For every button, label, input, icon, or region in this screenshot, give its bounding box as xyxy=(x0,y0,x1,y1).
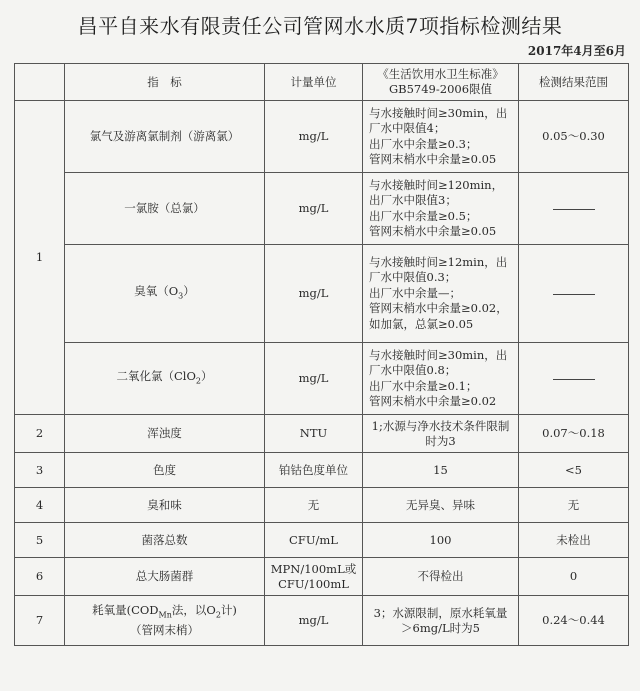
indicator-name xyxy=(65,596,265,646)
limit-cell xyxy=(363,343,519,415)
indicator-name-line xyxy=(65,603,264,622)
header-standard-code: GB5749-2006限值 xyxy=(388,82,493,96)
name-part: 法，以O xyxy=(171,603,216,618)
indicator-name: 氯气及游离氯制剂（游离氯） xyxy=(65,101,265,173)
dash-mark xyxy=(553,379,595,380)
limit-cell xyxy=(363,101,519,173)
unit-cell: mg/L xyxy=(265,173,363,245)
limit-line: 出厂水中余量—； xyxy=(369,285,461,300)
limit-cell: 无异臭、异味 xyxy=(363,488,519,523)
limit-cell xyxy=(363,596,519,646)
name-part: 计) xyxy=(220,603,237,618)
unit-cell xyxy=(265,558,363,596)
name-part: 耗氧量(COD xyxy=(92,603,159,618)
row-number: 1 xyxy=(15,101,65,415)
limit-line: 与水接触时间≥120min， xyxy=(369,177,504,192)
header-unit: 计量单位 xyxy=(265,64,363,101)
indicator-name: 臭和味 xyxy=(65,488,265,523)
indicator-name-text: 二氧化氯（ClO xyxy=(116,368,196,383)
table-row xyxy=(15,453,629,488)
limit-line: 与水接触时间≥30min，出 xyxy=(369,105,508,120)
limit-line: 管网末梢水中余量≥0.02， xyxy=(369,301,508,316)
subscript: 3 xyxy=(178,291,184,301)
limit-line: 与水接触时间≥12min，出 xyxy=(369,254,508,269)
subscript: Mn xyxy=(158,610,172,620)
row-number: 7 xyxy=(15,596,65,646)
limit-line: ＞6mg/L时为5 xyxy=(401,620,480,635)
result-cell: 0.05～0.30 xyxy=(519,101,629,173)
result-cell xyxy=(519,343,629,415)
limit-cell: 15 xyxy=(363,453,519,488)
header-standard-name: 《生活饮用水卫生标准》 xyxy=(377,67,504,81)
subscript: 2 xyxy=(195,376,201,386)
indicator-name xyxy=(65,343,265,415)
limit-line: 出厂水中余量≥0.5； xyxy=(369,208,478,223)
limit-line: 1;水源与净水技术条件限制 xyxy=(371,418,510,433)
result-cell: 0 xyxy=(519,558,629,596)
header-no xyxy=(15,64,65,101)
water-quality-table xyxy=(14,63,629,646)
result-cell: 0.07～0.18 xyxy=(519,415,629,453)
indicator-name-line2: （管网末梢） xyxy=(130,622,199,637)
table-row xyxy=(15,245,629,343)
table-row xyxy=(15,415,629,453)
limit-line: 3；水源限制，原水耗氧量 xyxy=(373,605,508,620)
limit-line: 厂水中限值4； xyxy=(369,121,446,135)
indicator-name xyxy=(65,245,265,343)
dash-mark xyxy=(553,209,595,210)
limit-cell xyxy=(363,173,519,245)
header-standard-limit xyxy=(363,64,519,101)
indicator-name: 一氯胺（总氯） xyxy=(65,173,265,245)
result-cell xyxy=(519,173,629,245)
result-cell: 无 xyxy=(519,488,629,523)
result-cell: 未检出 xyxy=(519,523,629,558)
unit-cell: 无 xyxy=(265,488,363,523)
limit-line: 管网末梢水中余量≥0.02 xyxy=(369,394,497,408)
row-number: 2 xyxy=(15,415,65,453)
indicator-name-text: 臭氧（O xyxy=(134,283,179,298)
limit-line: 出厂水中余量≥0.3； xyxy=(369,136,478,151)
result-cell: 0.24～0.44 xyxy=(519,596,629,646)
limit-line: 厂水中限值0.8； xyxy=(369,363,457,377)
limit-line: 时为3 xyxy=(425,433,456,448)
unit-cell: mg/L xyxy=(265,343,363,415)
result-cell: <5 xyxy=(519,453,629,488)
table-row xyxy=(15,523,629,558)
row-number: 5 xyxy=(15,523,65,558)
unit-cell: 铂钴色度单位 xyxy=(265,453,363,488)
page-title: 昌平自来水有限责任公司管网水水质7项指标检测结果 xyxy=(77,14,563,38)
header-row xyxy=(15,64,629,101)
unit-cell: CFU/mL xyxy=(265,523,363,558)
limit-line: 管网末梢水中余量≥0.05 xyxy=(369,152,497,166)
table-row xyxy=(15,343,629,415)
indicator-name-end: ） xyxy=(183,283,195,298)
unit-cell: mg/L xyxy=(265,245,363,343)
limit-line: 如加氯，总氯≥0.05 xyxy=(369,316,474,331)
header-result-range: 检测结果范围 xyxy=(519,64,629,101)
table-row xyxy=(15,558,629,596)
report-period: 2017年4月至6月 xyxy=(527,44,626,58)
limit-cell xyxy=(363,415,519,453)
table-row xyxy=(15,596,629,646)
limit-line: 厂水中限值0.3； xyxy=(369,270,457,285)
limit-line: 出厂水中余量≥0.1； xyxy=(369,378,478,393)
limit-cell xyxy=(363,245,519,343)
table-row xyxy=(15,101,629,173)
indicator-name: 总大肠菌群 xyxy=(65,558,265,596)
row-number: 3 xyxy=(15,453,65,488)
indicator-name: 浑浊度 xyxy=(65,415,265,453)
unit-cell: mg/L xyxy=(265,101,363,173)
table-row xyxy=(15,173,629,245)
limit-line: 与水接触时间≥30min，出 xyxy=(369,347,508,362)
limit-line: 出厂水中限值3； xyxy=(369,193,457,207)
limit-cell: 不得检出 xyxy=(363,558,519,596)
unit-line: CFU/100mL xyxy=(278,576,349,591)
unit-cell: NTU xyxy=(265,415,363,453)
indicator-name-end: ） xyxy=(201,368,213,383)
unit-cell: mg/L xyxy=(265,596,363,646)
header-indicator: 指 标 xyxy=(65,64,265,101)
indicator-name: 菌落总数 xyxy=(65,523,265,558)
limit-cell: 100 xyxy=(363,523,519,558)
subscript: 2 xyxy=(215,610,221,620)
table-row xyxy=(15,488,629,523)
dash-mark xyxy=(553,294,595,295)
unit-line: MPN/100mL或 xyxy=(270,561,357,576)
row-number: 4 xyxy=(15,488,65,523)
result-cell xyxy=(519,245,629,343)
limit-line: 管网末梢水中余量≥0.05 xyxy=(369,224,497,238)
indicator-name: 色度 xyxy=(65,453,265,488)
row-number: 6 xyxy=(15,558,65,596)
